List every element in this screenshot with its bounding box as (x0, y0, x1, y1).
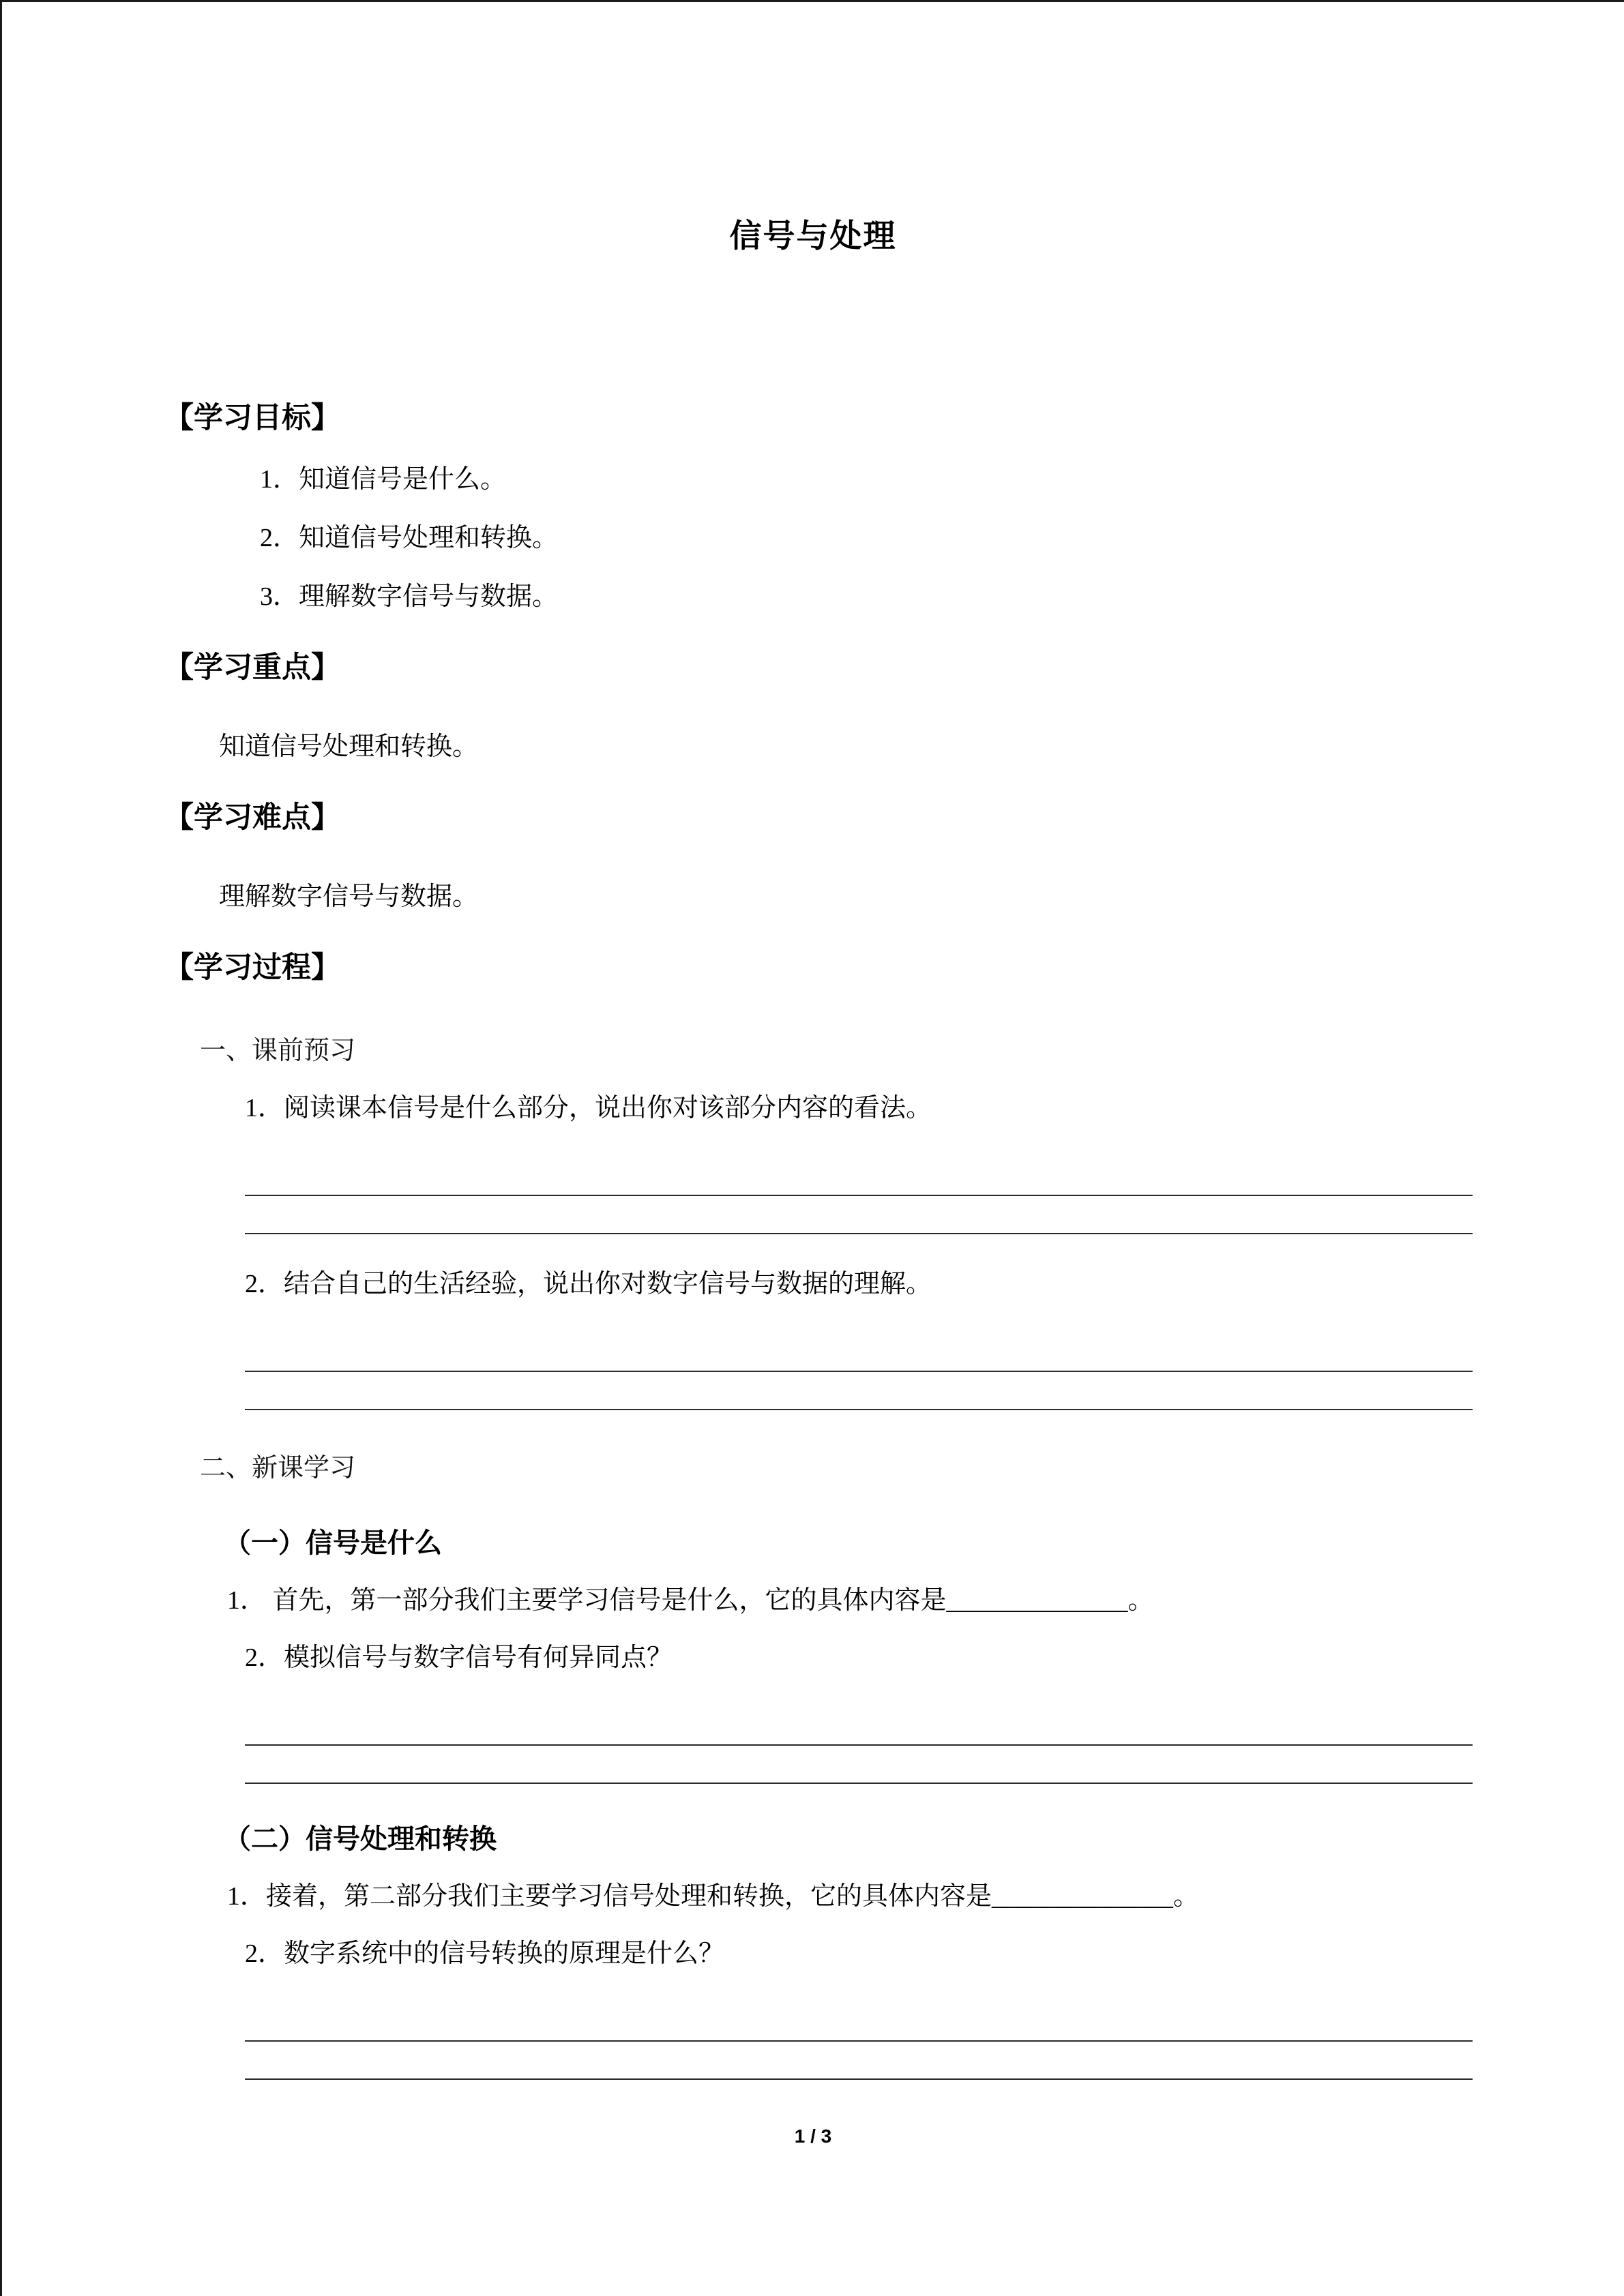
key-points-text: 知道信号处理和转换。 (219, 732, 479, 761)
goal-item-2: 2．知道信号处理和转换。 (260, 524, 559, 552)
answer-line (245, 1196, 1473, 1234)
section-heading-goals: 【学习目标】 (164, 402, 340, 434)
answer-line (245, 1334, 1473, 1372)
part1-question-1: 1． 首先，第一部分我们主要学习信号是什么，它的具体内容是______________。 (227, 1586, 1154, 1615)
part2-question-2: 2．数字系统中的信号转换的原理是什么？ (245, 1939, 725, 1968)
part2-question-1: 1．接着，第二部分我们主要学习信号处理和转换，它的具体内容是______________。 (227, 1882, 1200, 1911)
answer-line (245, 1746, 1473, 1784)
page-number: 1 / 3 (794, 2126, 832, 2147)
answer-block-part2 (2, 2003, 1624, 2080)
answer-line (245, 1158, 1473, 1196)
answer-line (245, 2003, 1473, 2042)
goal-item-1: 1．知道信号是什么。 (260, 465, 507, 494)
section-heading-process: 【学习过程】 (164, 951, 340, 984)
answer-line (245, 1708, 1473, 1746)
section-heading-difficulties: 【学习难点】 (164, 801, 340, 834)
answer-line (245, 1372, 1473, 1410)
document-title: 信号与处理 (729, 218, 897, 254)
subsection-preview-heading: 一、课前预习 (200, 1037, 356, 1065)
preview-question-1: 1．阅读课本信号是什么部分，说出你对该部分内容的看法。 (245, 1094, 932, 1122)
answer-line (245, 2042, 1473, 2080)
part1-question-2: 2．模拟信号与数字信号有何异同点？ (245, 1643, 673, 1672)
goals-list (2, 460, 1624, 616)
section-heading-key-points: 【学习重点】 (164, 651, 340, 684)
answer-block-preview-2 (2, 1334, 1624, 1410)
part2-heading: （二）信号处理和转换 (224, 1824, 497, 1854)
difficulties-text: 理解数字信号与数据。 (219, 882, 479, 911)
answer-block-preview-1 (2, 1158, 1624, 1234)
goal-item-3: 3．理解数字信号与数据。 (260, 582, 559, 611)
part1-heading: （一）信号是什么 (224, 1528, 442, 1558)
subsection-new-lesson-heading: 二、新课学习 (200, 1454, 356, 1482)
answer-block-part1 (2, 1708, 1624, 1784)
preview-question-2: 2．结合自己的生活经验，说出你对数字信号与数据的理解。 (245, 1270, 932, 1298)
